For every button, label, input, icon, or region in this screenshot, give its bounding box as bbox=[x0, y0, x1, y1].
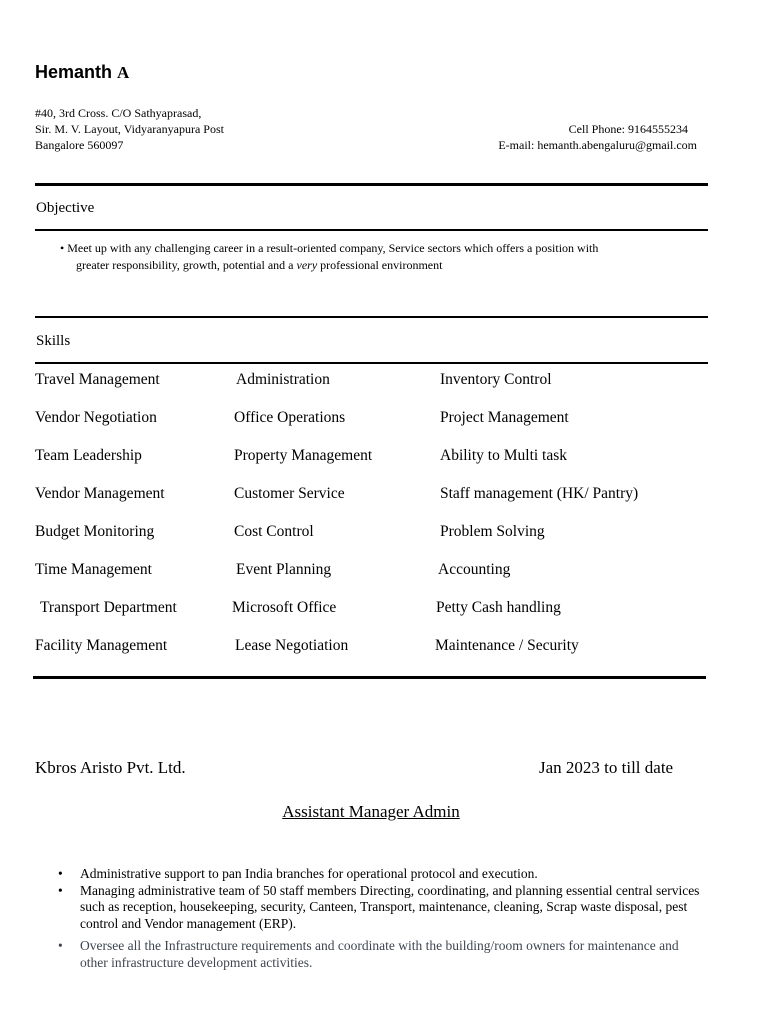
skill-item: Team Leadership bbox=[35, 447, 142, 464]
skill-item: Inventory Control bbox=[440, 371, 552, 388]
address-block bbox=[35, 105, 224, 153]
skills-row bbox=[35, 482, 715, 520]
skill-item: Vendor Management bbox=[35, 485, 165, 502]
skill-item: Budget Monitoring bbox=[35, 523, 155, 540]
skill-item: Customer Service bbox=[234, 485, 345, 502]
skill-item: Ability to Multi task bbox=[440, 447, 568, 464]
divider bbox=[33, 676, 706, 679]
skills-grid bbox=[35, 368, 715, 672]
skill-item: Office Operations bbox=[234, 409, 346, 426]
candidate-first-name: Hemanth bbox=[35, 62, 113, 82]
skill-item: Travel Management bbox=[35, 371, 160, 388]
objective-line-2-end: professional environment bbox=[317, 258, 443, 272]
skills-row bbox=[35, 520, 715, 558]
skills-row bbox=[35, 406, 715, 444]
list-item bbox=[58, 938, 708, 971]
objective-line-2: greater responsibility, growth, potential and a bbox=[76, 258, 297, 272]
email: E-mail: hemanth.abengaluru@gmail.com bbox=[498, 138, 697, 152]
objective-emphasis: very bbox=[296, 258, 318, 272]
bullet: • bbox=[58, 866, 63, 881]
skill-item: Lease Negotiation bbox=[235, 637, 349, 654]
skill-item: Maintenance / Security bbox=[435, 637, 579, 654]
employment-dates: Jan 2023 to till date bbox=[539, 758, 674, 777]
skill-item: Event Planning bbox=[236, 561, 332, 578]
skill-item: Vendor Negotiation bbox=[35, 409, 157, 426]
divider bbox=[35, 316, 708, 318]
list-item bbox=[58, 866, 708, 883]
skill-item: Cost Control bbox=[234, 523, 314, 540]
duty-text: Administrative support to pan India branches for operational protocol and execution. bbox=[80, 866, 538, 881]
skill-item: Administration bbox=[236, 371, 330, 388]
objective-bullet: • bbox=[60, 241, 65, 255]
skill-item: Problem Solving bbox=[440, 523, 545, 540]
skill-item: Property Management bbox=[234, 447, 373, 464]
skill-item: Facility Management bbox=[35, 637, 168, 654]
skill-item: Time Management bbox=[35, 561, 152, 578]
address-line-2: Sir. M. V. Layout, Vidyaranyapura Post bbox=[35, 122, 224, 136]
objective-statement bbox=[60, 240, 700, 274]
skills-row bbox=[35, 596, 715, 634]
candidate-name bbox=[35, 62, 129, 83]
bullet: • bbox=[58, 882, 63, 898]
skill-item: Microsoft Office bbox=[232, 599, 337, 616]
skills-row bbox=[35, 444, 715, 482]
skill-item: Staff management (HK/ Pantry) bbox=[440, 485, 639, 502]
skill-item: Petty Cash handling bbox=[436, 599, 561, 616]
divider bbox=[35, 362, 708, 364]
list-item bbox=[58, 883, 708, 933]
bullet: • bbox=[58, 938, 63, 953]
job-title: Assistant Manager Admin bbox=[282, 802, 460, 821]
duty-text: Managing administrative team of 50 staff members Directing, coordinating, and planning essential central services such as reception, housekeeping, security, Canteen, Transport, maintenance, cleaning, Scrap waste disposal, pest control and Vendor management (ERP). bbox=[80, 882, 700, 931]
address-line-3: Bangalore 560097 bbox=[35, 138, 124, 152]
cell-phone: Cell Phone: 9164555234 bbox=[568, 122, 688, 136]
skills-row bbox=[35, 368, 715, 406]
divider bbox=[35, 229, 708, 231]
skill-item: Transport Department bbox=[40, 599, 177, 616]
skills-row bbox=[35, 634, 715, 672]
skills-row bbox=[35, 558, 715, 596]
duty-text: Oversee all the Infrastructure requirements and coordinate with the building/room owners for maintenance and other infrastructure development activities. bbox=[80, 938, 679, 970]
contact-block bbox=[498, 121, 697, 153]
objective-line-1: Meet up with any challenging career in a result-oriented company, Service sectors which offers a position with bbox=[67, 241, 599, 255]
company-name: Kbros Aristo Pvt. Ltd. bbox=[35, 758, 186, 777]
address-line-1: #40, 3rd Cross. C/O Sathyaprasad, bbox=[35, 106, 202, 120]
candidate-initial: A bbox=[117, 63, 130, 82]
skills-title: Skills bbox=[36, 333, 71, 349]
skill-item: Accounting bbox=[438, 561, 511, 578]
skill-item: Project Management bbox=[440, 409, 569, 426]
objective-title: Objective bbox=[36, 200, 95, 216]
divider bbox=[35, 183, 708, 186]
responsibilities-list bbox=[58, 866, 708, 971]
